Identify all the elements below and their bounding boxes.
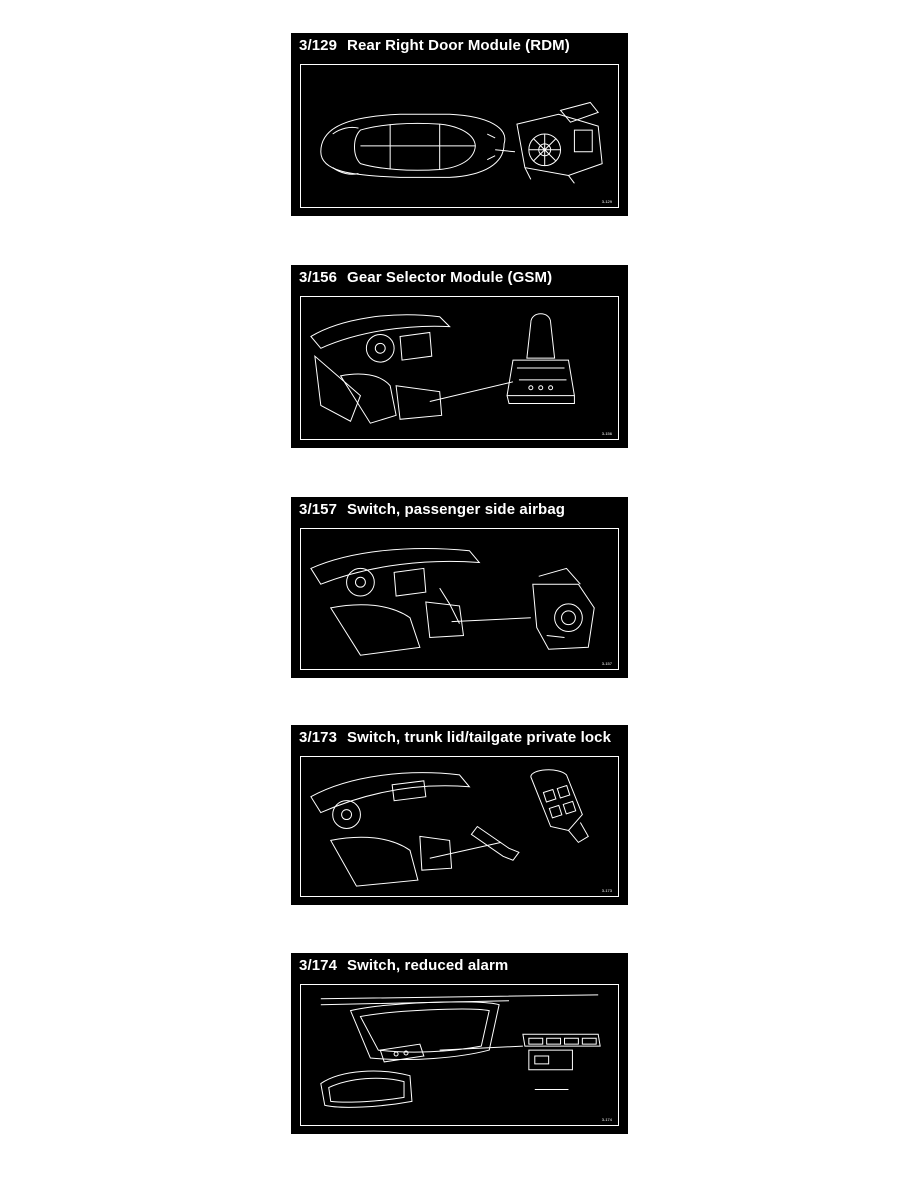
figure-title (299, 729, 611, 746)
roof-console-and-switch-illustration (301, 985, 618, 1125)
figure-title (299, 269, 552, 286)
figure-number: 3/129 (299, 37, 338, 54)
interior-and-gear-selector-illustration (301, 297, 618, 439)
figure-number: 3/174 (299, 957, 338, 974)
figure-caption: Switch, reduced alarm (347, 957, 509, 974)
figure-caption: Gear Selector Module (GSM) (347, 269, 553, 286)
figure-code: 3-129 (601, 199, 612, 204)
car-and-door-module-illustration (301, 65, 618, 207)
illustration-frame (300, 984, 619, 1126)
illustration-frame (300, 296, 619, 440)
illustration-frame (300, 64, 619, 208)
figure-title (299, 37, 570, 54)
figure-code: 3-156 (601, 431, 612, 436)
figure-caption: Switch, passenger side airbag (347, 501, 566, 518)
figure-number: 3/156 (299, 269, 338, 286)
figure-caption: Switch, trunk lid/tailgate private lock (347, 729, 612, 746)
figure-title (299, 957, 508, 974)
figure-panel-3-174 (291, 953, 628, 1134)
figure-number: 3/157 (299, 501, 338, 518)
figure-code: 3-173 (601, 888, 612, 893)
dashboard-and-airbag-switch-illustration (301, 529, 618, 669)
figure-panel-3-129 (291, 33, 628, 216)
figure-number: 3/173 (299, 729, 338, 746)
figure-panel-3-157 (291, 497, 628, 678)
illustration-frame (300, 528, 619, 670)
figure-panel-3-156 (291, 265, 628, 448)
figure-title (299, 501, 565, 518)
dashboard-key-and-remote-illustration (301, 757, 618, 896)
illustration-frame (300, 756, 619, 897)
figure-code: 3-157 (601, 661, 612, 666)
figure-panel-3-173 (291, 725, 628, 905)
figure-code: 3-174 (601, 1117, 612, 1122)
figure-caption: Rear Right Door Module (RDM) (347, 37, 570, 54)
